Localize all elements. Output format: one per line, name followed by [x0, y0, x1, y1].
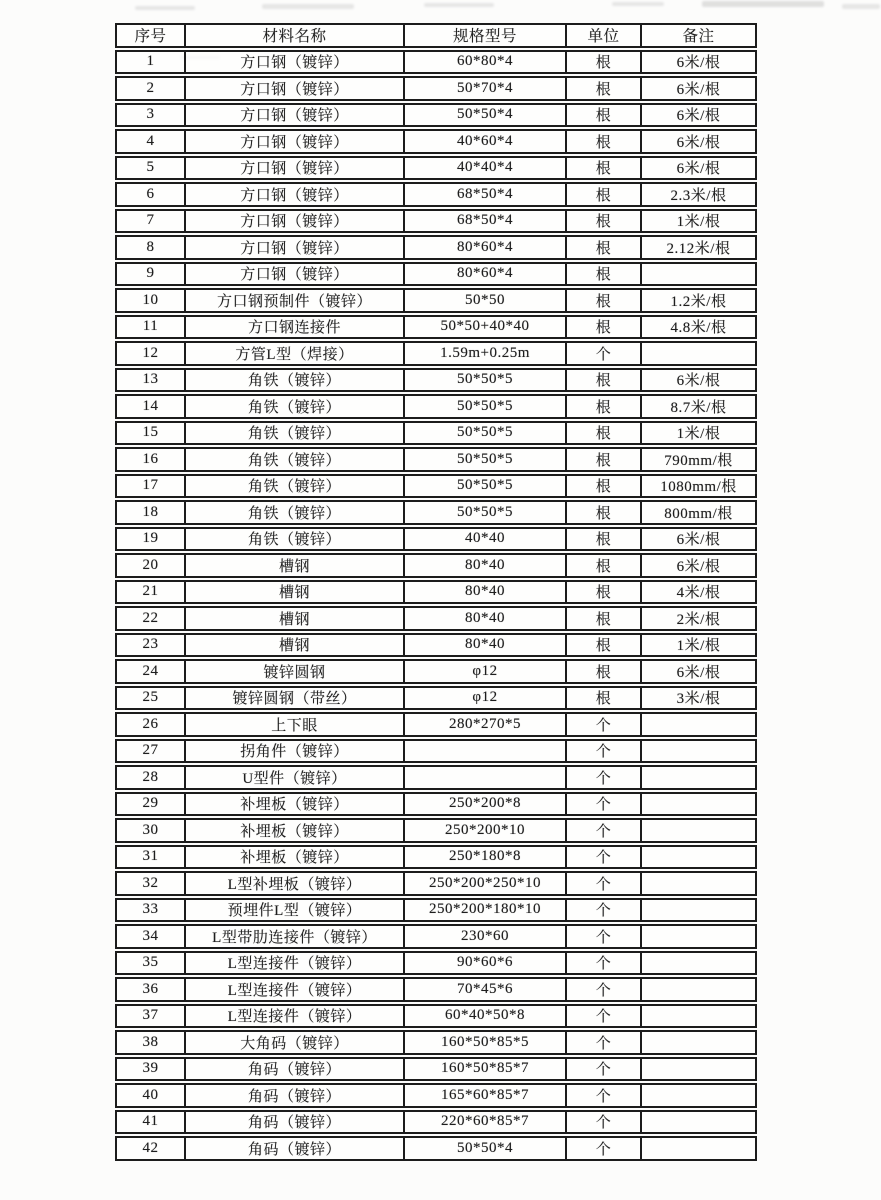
table-row [115, 792, 757, 817]
cell-specification: 80*60*4 [403, 237, 565, 258]
table-row [115, 156, 757, 181]
cell-remarks: 6米/根 [640, 131, 755, 152]
cell-specification: 250*200*10 [403, 820, 565, 841]
cell-unit: 根 [565, 158, 640, 179]
cell-remarks [640, 1006, 755, 1027]
cell-unit: 个 [565, 847, 640, 868]
table-row [115, 580, 757, 605]
header-material-name: 材料名称 [184, 25, 403, 46]
table-row [115, 686, 757, 711]
cell-unit: 根 [565, 661, 640, 682]
cell-specification: 1.59m+0.25m [403, 343, 565, 364]
cell-unit: 根 [565, 52, 640, 73]
cell-specification: 80*40 [403, 608, 565, 629]
table-row [115, 315, 757, 340]
cell-remarks: 6米/根 [640, 105, 755, 126]
table-row [115, 209, 757, 234]
cell-serial-number: 27 [142, 742, 159, 759]
cell-remarks: 2米/根 [640, 608, 755, 629]
cell-unit: 根 [565, 582, 640, 603]
table-row [115, 739, 757, 764]
cell-specification: 60*80*4 [403, 52, 565, 73]
cell-remarks [640, 1112, 755, 1133]
cell-serial-number: 30 [142, 821, 159, 838]
table-row [115, 553, 757, 578]
cell-unit: 根 [565, 635, 640, 656]
cell-remarks: 6米/根 [640, 370, 755, 391]
cell-material-name: 槽钢 [184, 635, 403, 656]
cell-material-name: 镀锌圆钢（带丝） [184, 688, 403, 709]
cell-specification: 80*40 [403, 555, 565, 576]
cell-serial-number: 6 [146, 185, 155, 202]
cell-serial-number: 29 [142, 795, 159, 812]
cell-specification: 90*60*6 [403, 953, 565, 974]
cell-serial-number: 12 [142, 344, 159, 361]
cell-remarks [640, 847, 755, 868]
cell-specification: 50*50*5 [403, 476, 565, 497]
cell-specification: 80*60*4 [403, 264, 565, 285]
cell-serial-number: 37 [142, 1007, 159, 1024]
cell-unit: 根 [565, 290, 640, 311]
cell-remarks [640, 820, 755, 841]
cell-material-name: 大角码（镀锌） [184, 1032, 403, 1053]
cell-unit: 根 [565, 237, 640, 258]
cell-serial-number: 34 [142, 927, 159, 944]
table-row [115, 341, 757, 366]
cell-unit: 个 [565, 1032, 640, 1053]
cell-specification: 230*60 [403, 926, 565, 947]
table-row [115, 924, 757, 949]
cell-material-name: 角铁（镀锌） [184, 396, 403, 417]
cell-specification: 40*40*4 [403, 158, 565, 179]
cell-specification: 160*50*85*7 [403, 1059, 565, 1080]
header-unit: 单位 [565, 25, 640, 46]
table-row [115, 1110, 757, 1135]
table-row [115, 845, 757, 870]
cell-remarks: 6米/根 [640, 158, 755, 179]
cell-remarks [640, 1085, 755, 1106]
cell-remarks: 6米/根 [640, 529, 755, 550]
cell-unit: 个 [565, 1138, 640, 1159]
table-row [115, 288, 757, 313]
cell-serial-number: 7 [146, 212, 155, 229]
cell-serial-number: 5 [146, 159, 155, 176]
table-header-row [115, 23, 757, 48]
cell-material-name: 预埋件L型（镀锌） [184, 900, 403, 921]
cell-unit: 根 [565, 555, 640, 576]
cell-unit: 个 [565, 979, 640, 1000]
table-row [115, 1004, 757, 1029]
cell-serial-number: 35 [142, 954, 159, 971]
cell-remarks [640, 264, 755, 285]
cell-remarks: 4米/根 [640, 582, 755, 603]
cell-unit: 个 [565, 1112, 640, 1133]
cell-unit: 个 [565, 1006, 640, 1027]
cell-serial-number: 10 [142, 291, 159, 308]
cell-material-name: 方口钢（镀锌） [184, 52, 403, 73]
cell-material-name: 方口钢连接件 [184, 317, 403, 338]
cell-remarks: 6米/根 [640, 78, 755, 99]
cell-remarks: 4.8米/根 [640, 317, 755, 338]
table-row [115, 262, 757, 287]
cell-unit: 根 [565, 264, 640, 285]
cell-remarks: 6米/根 [640, 52, 755, 73]
cell-material-name: U型件（镀锌） [184, 767, 403, 788]
cell-specification: 50*50*4 [403, 1138, 565, 1159]
cell-serial-number: 21 [142, 583, 159, 600]
cell-remarks [640, 714, 755, 735]
cell-remarks [640, 1059, 755, 1080]
cell-serial-number: 40 [142, 1086, 159, 1103]
cell-unit: 根 [565, 317, 640, 338]
cell-unit: 根 [565, 370, 640, 391]
cell-serial-number: 32 [142, 874, 159, 891]
table-row [115, 368, 757, 393]
cell-unit: 根 [565, 688, 640, 709]
cell-serial-number: 25 [142, 689, 159, 706]
cell-material-name: 方口钢（镀锌） [184, 158, 403, 179]
cell-material-name: 角铁（镀锌） [184, 476, 403, 497]
cell-material-name: 角铁（镀锌） [184, 529, 403, 550]
cell-unit: 根 [565, 476, 640, 497]
table-row [115, 50, 757, 75]
cell-specification: 68*50*4 [403, 211, 565, 232]
header-serial-number: 序号 [134, 28, 167, 46]
table-row [115, 129, 757, 154]
cell-remarks: 1米/根 [640, 635, 755, 656]
cell-serial-number: 4 [146, 132, 155, 149]
cell-material-name: 方口钢（镀锌） [184, 211, 403, 232]
header-specification: 规格型号 [403, 25, 565, 46]
cell-material-name: L型连接件（镀锌） [184, 1006, 403, 1027]
cell-serial-number: 26 [142, 715, 159, 732]
table-row [115, 500, 757, 525]
cell-serial-number: 14 [142, 397, 159, 414]
cell-material-name: 槽钢 [184, 555, 403, 576]
cell-unit: 个 [565, 1059, 640, 1080]
cell-unit: 个 [565, 343, 640, 364]
cell-material-name: L型补埋板（镀锌） [184, 873, 403, 894]
cell-unit: 个 [565, 820, 640, 841]
table-row [115, 659, 757, 684]
scan-smudge [842, 4, 880, 9]
cell-specification: 70*45*6 [403, 979, 565, 1000]
cell-specification: 40*60*4 [403, 131, 565, 152]
cell-serial-number: 15 [142, 424, 159, 441]
cell-specification [403, 741, 565, 762]
cell-specification: 50*50*5 [403, 396, 565, 417]
cell-remarks: 1080mm/根 [640, 476, 755, 497]
cell-material-name: L型带肋连接件（镀锌） [184, 926, 403, 947]
cell-unit: 个 [565, 767, 640, 788]
cell-serial-number: 17 [142, 477, 159, 494]
cell-unit: 个 [565, 1085, 640, 1106]
cell-material-name: 角码（镀锌） [184, 1085, 403, 1106]
scan-smudge [262, 4, 354, 9]
cell-material-name: 补埋板（镀锌） [184, 794, 403, 815]
table-row [115, 765, 757, 790]
cell-material-name: 角铁（镀锌） [184, 449, 403, 470]
cell-material-name: L型连接件（镀锌） [184, 953, 403, 974]
cell-remarks: 1.2米/根 [640, 290, 755, 311]
cell-material-name: 补埋板（镀锌） [184, 820, 403, 841]
cell-serial-number: 24 [142, 662, 159, 679]
cell-specification: 165*60*85*7 [403, 1085, 565, 1106]
cell-material-name: 补埋板（镀锌） [184, 847, 403, 868]
cell-remarks: 2.12米/根 [640, 237, 755, 258]
cell-material-name: 方口钢（镀锌） [184, 264, 403, 285]
scan-smudge [702, 1, 824, 7]
cell-serial-number: 42 [142, 1139, 159, 1156]
table-row [115, 474, 757, 499]
cell-specification: 50*50*5 [403, 502, 565, 523]
cell-serial-number: 1 [146, 53, 155, 70]
cell-serial-number: 2 [146, 79, 155, 96]
cell-specification: 250*200*250*10 [403, 873, 565, 894]
cell-specification: 68*50*4 [403, 184, 565, 205]
table-row [115, 1083, 757, 1108]
cell-remarks [640, 900, 755, 921]
cell-remarks [640, 767, 755, 788]
cell-serial-number: 18 [142, 503, 159, 520]
cell-serial-number: 20 [142, 556, 159, 573]
cell-remarks [640, 953, 755, 974]
cell-specification: 50*50*5 [403, 449, 565, 470]
scan-smudge [612, 2, 664, 6]
cell-specification: 40*40 [403, 529, 565, 550]
cell-unit: 根 [565, 211, 640, 232]
cell-specification: 80*40 [403, 582, 565, 603]
cell-serial-number: 31 [142, 848, 159, 865]
table-row [115, 871, 757, 896]
cell-remarks [640, 794, 755, 815]
cell-material-name: 镀锌圆钢 [184, 661, 403, 682]
cell-material-name: 上下眼 [184, 714, 403, 735]
cell-unit: 根 [565, 105, 640, 126]
table-row [115, 977, 757, 1002]
cell-serial-number: 16 [142, 450, 159, 467]
cell-specification: 50*50 [403, 290, 565, 311]
cell-specification: 50*50*5 [403, 370, 565, 391]
cell-remarks: 2.3米/根 [640, 184, 755, 205]
cell-material-name: 槽钢 [184, 582, 403, 603]
table-row [115, 712, 757, 737]
cell-material-name: 方口钢（镀锌） [184, 184, 403, 205]
cell-remarks [640, 926, 755, 947]
scan-smudge [135, 6, 195, 10]
cell-remarks [640, 741, 755, 762]
scan-smudge [424, 3, 494, 7]
cell-specification: 220*60*85*7 [403, 1112, 565, 1133]
cell-material-name: 方口钢（镀锌） [184, 237, 403, 258]
cell-unit: 个 [565, 900, 640, 921]
cell-specification: 50*50*4 [403, 105, 565, 126]
cell-specification: 250*180*8 [403, 847, 565, 868]
cell-unit: 个 [565, 714, 640, 735]
cell-unit: 根 [565, 396, 640, 417]
cell-material-name: 角铁（镀锌） [184, 502, 403, 523]
table-row [115, 76, 757, 101]
cell-remarks: 800mm/根 [640, 502, 755, 523]
cell-remarks [640, 343, 755, 364]
cell-serial-number: 23 [142, 636, 159, 653]
cell-remarks: 3米/根 [640, 688, 755, 709]
cell-material-name: 方口钢预制件（镀锌） [184, 290, 403, 311]
header-remarks: 备注 [640, 25, 755, 46]
table-row [115, 447, 757, 472]
cell-specification: 160*50*85*5 [403, 1032, 565, 1053]
cell-remarks: 8.7米/根 [640, 396, 755, 417]
cell-serial-number: 36 [142, 980, 159, 997]
material-list-table [115, 23, 757, 1163]
cell-unit: 根 [565, 78, 640, 99]
cell-unit: 根 [565, 529, 640, 550]
cell-specification: 80*40 [403, 635, 565, 656]
cell-unit: 根 [565, 449, 640, 470]
cell-unit: 个 [565, 741, 640, 762]
cell-specification: 50*50*5 [403, 423, 565, 444]
cell-serial-number: 19 [142, 530, 159, 547]
table-row [115, 103, 757, 128]
cell-material-name: 拐角件（镀锌） [184, 741, 403, 762]
cell-specification: 50*50+40*40 [403, 317, 565, 338]
cell-material-name: L型连接件（镀锌） [184, 979, 403, 1000]
table-row [115, 818, 757, 843]
cell-serial-number: 38 [142, 1033, 159, 1050]
table-row [115, 606, 757, 631]
table-row [115, 898, 757, 923]
cell-unit: 根 [565, 423, 640, 444]
cell-unit: 根 [565, 608, 640, 629]
table-row [115, 421, 757, 446]
cell-serial-number: 39 [142, 1060, 159, 1077]
cell-remarks: 6米/根 [640, 661, 755, 682]
cell-material-name: 方口钢（镀锌） [184, 105, 403, 126]
cell-unit: 个 [565, 873, 640, 894]
cell-serial-number: 33 [142, 901, 159, 918]
cell-serial-number: 41 [142, 1113, 159, 1130]
cell-serial-number: 9 [146, 265, 155, 282]
cell-serial-number: 8 [146, 238, 155, 255]
cell-unit: 根 [565, 184, 640, 205]
table-row [115, 182, 757, 207]
cell-unit: 根 [565, 131, 640, 152]
cell-remarks [640, 979, 755, 1000]
table-row [115, 1136, 757, 1161]
cell-specification: 60*40*50*8 [403, 1006, 565, 1027]
table-row [115, 1030, 757, 1055]
cell-unit: 个 [565, 794, 640, 815]
cell-remarks [640, 1138, 755, 1159]
table-row [115, 235, 757, 260]
cell-material-name: 角码（镀锌） [184, 1138, 403, 1159]
cell-specification: 280*270*5 [403, 714, 565, 735]
cell-material-name: 角码（镀锌） [184, 1112, 403, 1133]
table-row [115, 951, 757, 976]
cell-remarks [640, 873, 755, 894]
table-row [115, 1057, 757, 1082]
cell-specification: φ12 [403, 688, 565, 709]
cell-material-name: 角铁（镀锌） [184, 370, 403, 391]
cell-specification [403, 767, 565, 788]
cell-material-name: 方口钢（镀锌） [184, 131, 403, 152]
cell-unit: 根 [565, 502, 640, 523]
cell-remarks: 790mm/根 [640, 449, 755, 470]
cell-serial-number: 11 [142, 318, 159, 335]
cell-remarks: 1米/根 [640, 211, 755, 232]
cell-unit: 个 [565, 953, 640, 974]
cell-specification: 250*200*8 [403, 794, 565, 815]
cell-serial-number: 22 [142, 609, 159, 626]
cell-material-name: 槽钢 [184, 608, 403, 629]
cell-material-name: 角铁（镀锌） [184, 423, 403, 444]
cell-material-name: 角码（镀锌） [184, 1059, 403, 1080]
cell-material-name: 方管L型（焊接） [184, 343, 403, 364]
cell-serial-number: 13 [142, 371, 159, 388]
cell-unit: 个 [565, 926, 640, 947]
cell-specification: 250*200*180*10 [403, 900, 565, 921]
cell-specification: 50*70*4 [403, 78, 565, 99]
cell-remarks [640, 1032, 755, 1053]
table-row [115, 394, 757, 419]
table-row [115, 527, 757, 552]
cell-remarks: 1米/根 [640, 423, 755, 444]
cell-material-name: 方口钢（镀锌） [184, 78, 403, 99]
cell-serial-number: 3 [146, 106, 155, 123]
table-row [115, 633, 757, 658]
cell-remarks: 6米/根 [640, 555, 755, 576]
cell-serial-number: 28 [142, 768, 159, 785]
cell-specification: φ12 [403, 661, 565, 682]
